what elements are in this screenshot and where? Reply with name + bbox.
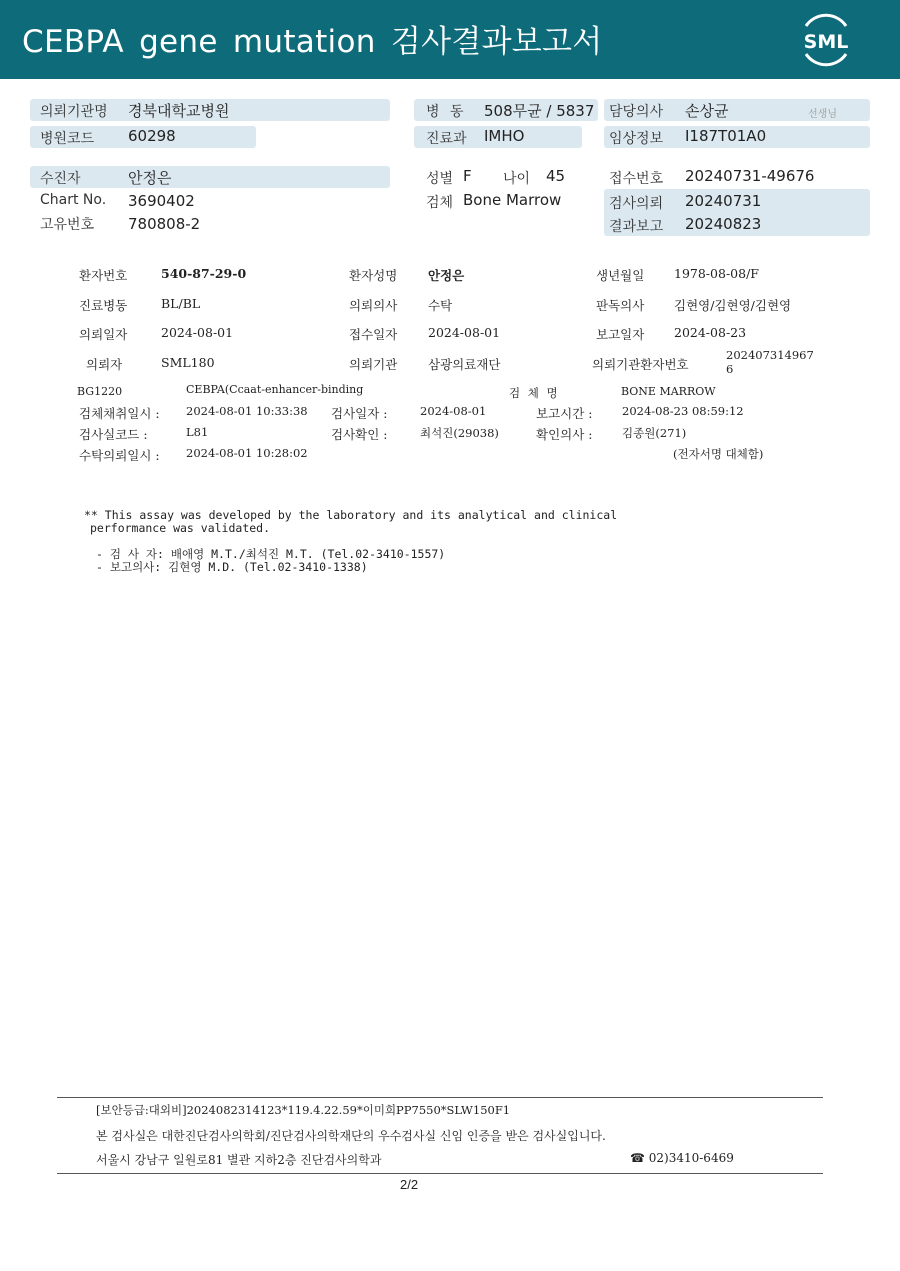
report-header: [0, 0, 900, 79]
lab-test-name: CEBPA(Ccaat-enhancer-binding: [186, 383, 364, 396]
address-line: 서울시 강남구 일원로81 별관 지하2층 진단검사의학과: [96, 1153, 382, 1167]
lab-requester-label: 의뢰자: [86, 357, 123, 372]
lab-request-date-label: 의뢰일자: [79, 327, 128, 342]
phone-line: ☎ 02)3410-6469: [630, 1151, 734, 1165]
institution-value: 경북대학교병원: [128, 102, 230, 120]
patient-name-label: 수진자: [40, 171, 81, 187]
lab-specimen-name-value: BONE MARROW: [621, 385, 716, 398]
sex-value: F: [463, 167, 472, 185]
footer-bottom-rule: [57, 1173, 823, 1174]
unique-id-label: 고유번호: [40, 217, 95, 233]
lab-dob-value: 1978-08-08/F: [674, 266, 759, 281]
receipt-number-value: 20240731-49676: [685, 167, 815, 185]
chart-no-value: 3690402: [128, 192, 195, 210]
chart-no-label: Chart No.: [40, 192, 107, 208]
lab-requester-value: SML180: [161, 355, 215, 370]
result-report-value: 20240823: [685, 215, 762, 233]
lab-request-inst-value: 삼광의료재단: [428, 357, 501, 372]
svg-text:SML: SML: [803, 31, 849, 53]
lab-test-date-label: 검사일자 :: [331, 406, 388, 421]
clinical-info-value: I187T01A0: [685, 127, 767, 145]
lab-confirm-doctor-value: 김종원(271): [622, 426, 687, 440]
footer-top-rule: [57, 1097, 823, 1098]
lab-collect-time-value: 2024-08-01 10:33:38: [186, 404, 308, 418]
lab-ward-value: BL/BL: [161, 296, 201, 311]
report-title: CEBPA gene mutation 검사결과보고서: [22, 24, 603, 60]
tester-line: - 검 사 자: 배애영 M.T./최석진 M.T. (Tel.02-3410-1557): [96, 547, 446, 561]
unique-id-value: 780808-2: [128, 215, 201, 233]
lab-report-date-label: 보고일자: [596, 327, 645, 342]
lab-confirm-label: 검사확인 :: [331, 427, 388, 442]
lab-reader-label: 판독의사: [596, 298, 645, 313]
lab-report-time-label: 보고시간 :: [536, 406, 593, 421]
lab-confirm-doctor-label: 확인의사 :: [536, 427, 593, 442]
lab-collect-time-label: 검체채취일시 :: [79, 406, 160, 421]
lab-patient-id-label: 환자번호: [79, 268, 128, 283]
result-report-label: 결과보고: [609, 219, 664, 235]
lab-inst-patient-no-value-2: 6: [726, 362, 734, 376]
test-request-value: 20240731: [685, 192, 762, 210]
hospital-code-value: 60298: [128, 127, 176, 145]
lab-specimen-name-label: 검 체 명: [509, 386, 558, 400]
lab-confirm-value: 최석진(29038): [420, 426, 499, 440]
lab-request-inst-label: 의뢰기관: [349, 357, 398, 372]
patient-name-value: 안정은: [128, 169, 172, 187]
lab-receipt-date-value: 2024-08-01: [428, 325, 501, 340]
lab-inst-patient-no-label: 의뢰기관환자번호: [592, 357, 689, 372]
lab-request-doctor-label: 의뢰의사: [349, 298, 398, 313]
lab-dob-label: 생년월일: [596, 268, 645, 283]
hospital-code-label: 병원코드: [40, 131, 95, 147]
doctor-label: 담당의사: [609, 104, 664, 120]
test-request-label: 검사의뢰: [609, 196, 664, 212]
lab-request-date-value: 2024-08-01: [161, 325, 234, 340]
esign-note: (전자서명 대체함): [673, 447, 764, 461]
age-label: 나이: [503, 171, 531, 187]
lab-test-date-value: 2024-08-01: [420, 404, 487, 418]
ward-label: 병 동: [426, 104, 464, 120]
lab-lab-code-label: 검사실코드 :: [79, 427, 148, 442]
specimen-value: Bone Marrow: [463, 191, 562, 209]
lab-patient-name-value: 안정은: [428, 268, 465, 283]
sex-label: 성별: [426, 171, 454, 187]
patient-name-bar: [30, 166, 390, 188]
lab-consign-time-value: 2024-08-01 10:28:02: [186, 446, 308, 460]
lab-report-date-value: 2024-08-23: [674, 325, 747, 340]
lab-lab-code-value: L81: [186, 425, 209, 439]
doctor-value: 손상균: [685, 102, 729, 120]
lab-test-code: BG1220: [77, 385, 123, 398]
sml-logo: [796, 12, 856, 68]
ward-value: 508무균 / 5837: [484, 102, 595, 120]
lab-reader-value: 김현영/김현영/김현영: [674, 298, 792, 313]
institution-label: 의뢰기관명: [40, 104, 108, 120]
lab-patient-id-value: 540-87-29-0: [161, 266, 247, 281]
lab-consign-time-label: 수탁의뢰일시 :: [79, 448, 160, 463]
lab-ward-label: 진료병동: [79, 298, 128, 313]
page-number: 2/2: [400, 1177, 419, 1192]
reporter-line: - 보고의사: 김현영 M.D. (Tel.02-3410-1338): [96, 560, 368, 574]
assay-note-line-1: ** This assay was developed by the laboratory and its analytical and clinical: [84, 508, 618, 522]
lab-report-time-value: 2024-08-23 08:59:12: [622, 404, 744, 418]
lab-request-doctor-value: 수탁: [428, 298, 453, 313]
department-label: 진료과: [426, 131, 467, 147]
department-value: IMHO: [484, 127, 525, 145]
lab-receipt-date-label: 접수일자: [349, 327, 398, 342]
security-line: [보안등급:대외비]2024082314123*119.4.22.59*이미희PP7550*SLW150F1: [96, 1103, 511, 1117]
specimen-label: 검체: [426, 195, 454, 211]
clinical-info-label: 임상정보: [609, 131, 664, 147]
lab-patient-name-label: 환자성명: [349, 268, 398, 283]
certification-line: 본 검사실은 대한진단검사의학회/진단검사의학재단의 우수검사실 신임 인증을 받은 검사실입니다.: [96, 1129, 606, 1143]
assay-note-line-2: performance was validated.: [90, 521, 271, 535]
lab-inst-patient-no-value-1: 202407314967: [726, 348, 814, 362]
age-value: 45: [546, 167, 566, 185]
doctor-suffix: 선생님: [808, 109, 837, 120]
receipt-number-label: 접수번호: [609, 171, 664, 187]
